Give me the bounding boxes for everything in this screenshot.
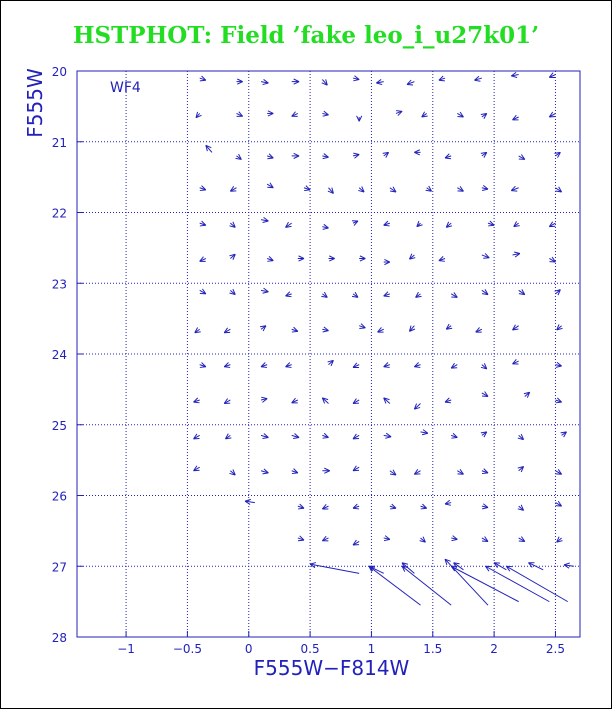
arrow bbox=[513, 325, 519, 330]
arrow bbox=[292, 469, 298, 474]
arrow bbox=[267, 111, 273, 116]
arrow bbox=[445, 154, 451, 159]
arrow bbox=[451, 566, 518, 601]
arrow bbox=[310, 563, 359, 574]
grid bbox=[77, 71, 580, 637]
arrow bbox=[359, 324, 365, 329]
arrow bbox=[353, 466, 359, 471]
arrow bbox=[384, 259, 390, 264]
arrow bbox=[445, 500, 451, 505]
y-axis-label: F555W bbox=[23, 68, 47, 138]
arrow bbox=[482, 504, 488, 509]
arrow bbox=[482, 185, 488, 190]
arrow bbox=[384, 536, 390, 541]
arrow bbox=[407, 80, 414, 85]
panel-label: WF4 bbox=[110, 80, 141, 96]
arrow bbox=[549, 73, 555, 78]
arrow bbox=[513, 115, 519, 120]
arrow bbox=[506, 566, 567, 601]
arrow bbox=[482, 253, 489, 258]
arrow bbox=[224, 328, 230, 333]
arrow bbox=[549, 257, 555, 262]
arrow bbox=[519, 289, 525, 294]
arrow bbox=[446, 324, 452, 329]
arrow bbox=[298, 256, 304, 261]
arrow bbox=[420, 537, 426, 543]
arrow bbox=[286, 292, 292, 297]
arrow bbox=[200, 186, 206, 191]
arrow bbox=[195, 327, 201, 332]
arrow bbox=[390, 470, 396, 475]
arrow bbox=[292, 433, 299, 438]
arrow bbox=[511, 186, 518, 191]
arrow bbox=[261, 469, 268, 474]
arrow bbox=[322, 398, 328, 404]
arrow bbox=[396, 111, 402, 116]
arrow bbox=[378, 327, 384, 332]
arrow bbox=[409, 254, 415, 260]
arrow bbox=[225, 434, 231, 439]
arrow bbox=[457, 469, 463, 474]
arrow bbox=[514, 221, 520, 226]
arrow bbox=[555, 501, 561, 506]
arrow bbox=[555, 469, 561, 474]
arrow bbox=[557, 324, 563, 330]
arrow bbox=[194, 398, 200, 403]
arrow bbox=[555, 362, 561, 367]
arrow bbox=[422, 112, 428, 117]
arrow bbox=[555, 187, 561, 192]
arrow bbox=[474, 76, 481, 81]
arrow bbox=[383, 152, 389, 157]
arrow bbox=[200, 257, 206, 262]
arrow bbox=[245, 499, 255, 504]
arrow-series bbox=[194, 72, 574, 605]
arrow bbox=[421, 504, 427, 509]
arrow bbox=[421, 430, 428, 435]
arrow bbox=[236, 112, 242, 117]
x-tick-label: 0 bbox=[244, 642, 253, 656]
y-tick-label: 22 bbox=[51, 206, 67, 221]
arrow bbox=[322, 536, 328, 541]
arrow bbox=[322, 468, 329, 473]
arrow bbox=[451, 536, 457, 541]
y-tick-label: 23 bbox=[51, 277, 67, 292]
arrow bbox=[451, 433, 457, 438]
y-tick-label: 24 bbox=[51, 348, 67, 362]
arrow bbox=[322, 79, 328, 85]
arrow bbox=[414, 363, 420, 368]
arrow bbox=[384, 292, 390, 297]
arrow bbox=[292, 153, 299, 158]
arrow bbox=[229, 289, 235, 295]
arrow bbox=[260, 326, 266, 331]
arrow bbox=[292, 398, 298, 403]
arrow bbox=[357, 116, 362, 121]
arrow bbox=[518, 434, 524, 440]
arrow bbox=[482, 289, 488, 294]
arrow bbox=[409, 326, 415, 332]
arrow bbox=[486, 566, 550, 601]
arrow bbox=[206, 145, 212, 152]
arrow bbox=[384, 221, 390, 226]
arrow bbox=[561, 432, 567, 437]
arrow bbox=[329, 256, 335, 261]
y-tick-label: 26 bbox=[51, 489, 67, 504]
arrow bbox=[261, 217, 268, 222]
arrow bbox=[519, 537, 525, 542]
arrow bbox=[235, 154, 241, 159]
arrow bbox=[286, 363, 292, 368]
arrow bbox=[194, 466, 200, 471]
arrow bbox=[564, 563, 574, 568]
arrow bbox=[261, 288, 268, 293]
arrow bbox=[328, 188, 334, 194]
arrow bbox=[322, 504, 328, 509]
arrow bbox=[322, 224, 328, 229]
arrow bbox=[261, 433, 268, 438]
arrow bbox=[439, 76, 445, 81]
arrow bbox=[322, 433, 328, 438]
arrow bbox=[261, 79, 268, 84]
arrow bbox=[292, 327, 298, 332]
arrow bbox=[390, 187, 396, 192]
arrow bbox=[511, 72, 518, 77]
arrow bbox=[481, 152, 487, 157]
arrow bbox=[555, 398, 561, 403]
arrow bbox=[353, 434, 359, 439]
arrow bbox=[292, 79, 299, 84]
x-axis-label: F555W−F814W bbox=[253, 656, 410, 680]
arrow bbox=[488, 221, 494, 226]
arrow bbox=[353, 363, 359, 368]
x-tick-label: −0.5 bbox=[172, 642, 202, 656]
arrow bbox=[524, 392, 530, 398]
y-tick-label: 21 bbox=[51, 135, 67, 150]
arrow bbox=[482, 469, 488, 474]
arrow bbox=[445, 398, 451, 403]
arrow bbox=[549, 222, 555, 227]
arrow bbox=[557, 537, 563, 543]
arrow bbox=[414, 404, 420, 410]
x-tick-label: 2 bbox=[490, 642, 498, 656]
arrow bbox=[451, 292, 457, 297]
x-tick-label: 2.5 bbox=[545, 642, 566, 656]
arrow bbox=[384, 398, 390, 404]
arrow bbox=[359, 256, 365, 261]
arrow bbox=[555, 290, 561, 296]
arrow bbox=[229, 469, 235, 475]
arrow bbox=[528, 563, 543, 570]
arrow bbox=[200, 363, 206, 368]
arrow bbox=[481, 113, 487, 118]
arrow bbox=[200, 221, 206, 226]
arrow bbox=[236, 79, 242, 84]
arrow bbox=[200, 76, 206, 81]
arrow bbox=[353, 504, 359, 509]
arrow bbox=[402, 566, 451, 605]
arrow bbox=[292, 112, 298, 117]
arrow bbox=[298, 536, 304, 541]
arrow bbox=[321, 292, 327, 297]
arrow bbox=[513, 359, 519, 364]
y-tick-label: 25 bbox=[51, 418, 67, 433]
arrow bbox=[518, 466, 524, 472]
x-tick-label: 1.5 bbox=[423, 642, 443, 656]
arrow bbox=[457, 186, 463, 191]
arrow bbox=[390, 504, 396, 509]
arrow bbox=[322, 154, 328, 159]
y-tick-label: 27 bbox=[51, 560, 67, 575]
arrow bbox=[513, 252, 520, 257]
arrow bbox=[376, 79, 383, 84]
arrow bbox=[353, 76, 359, 81]
arrow bbox=[261, 363, 267, 368]
arrow bbox=[224, 363, 230, 368]
arrow bbox=[476, 327, 482, 332]
arrow bbox=[298, 504, 304, 509]
x-tick-label: −1 bbox=[117, 642, 135, 656]
arrow bbox=[267, 183, 273, 188]
arrow bbox=[304, 186, 310, 191]
arrow bbox=[481, 363, 487, 369]
arrow bbox=[416, 292, 422, 297]
arrow bbox=[322, 111, 328, 116]
arrow bbox=[426, 186, 432, 191]
arrow bbox=[267, 256, 273, 261]
y-tick-label: 20 bbox=[51, 65, 67, 79]
arrow bbox=[353, 540, 359, 545]
arrow bbox=[414, 150, 420, 155]
arrow bbox=[519, 154, 525, 159]
arrow bbox=[439, 256, 445, 261]
arrow bbox=[549, 112, 555, 117]
arrow bbox=[200, 289, 206, 294]
y-tick-label: 28 bbox=[51, 631, 67, 645]
arrow bbox=[328, 360, 334, 366]
arrow bbox=[196, 112, 202, 118]
arrow bbox=[286, 222, 292, 227]
arrow bbox=[267, 154, 273, 159]
arrow bbox=[482, 537, 488, 542]
arrow bbox=[352, 221, 358, 226]
x-tick-label: 1 bbox=[367, 642, 376, 656]
arrow bbox=[446, 222, 452, 228]
arrow bbox=[414, 469, 420, 474]
x-tick-label: 0.5 bbox=[300, 642, 320, 656]
arrow bbox=[194, 434, 200, 439]
arrow bbox=[384, 363, 390, 368]
arrow bbox=[229, 222, 235, 228]
arrow bbox=[494, 563, 506, 570]
arrow bbox=[518, 505, 524, 511]
arrow bbox=[457, 112, 463, 117]
arrow bbox=[482, 391, 488, 396]
arrow bbox=[353, 399, 359, 404]
arrow bbox=[358, 186, 364, 192]
arrow bbox=[261, 397, 267, 402]
arrow bbox=[352, 292, 358, 297]
arrow bbox=[451, 363, 457, 368]
arrow bbox=[230, 186, 236, 191]
arrow bbox=[224, 399, 230, 404]
arrow bbox=[417, 221, 423, 227]
arrow bbox=[229, 254, 235, 260]
arrow bbox=[481, 432, 487, 437]
chart-title: HSTPHOT: Field ’fake leo_i_u27k01’ bbox=[72, 22, 540, 49]
arrow bbox=[384, 433, 391, 438]
arrow bbox=[353, 153, 359, 158]
arrow bbox=[322, 327, 328, 332]
